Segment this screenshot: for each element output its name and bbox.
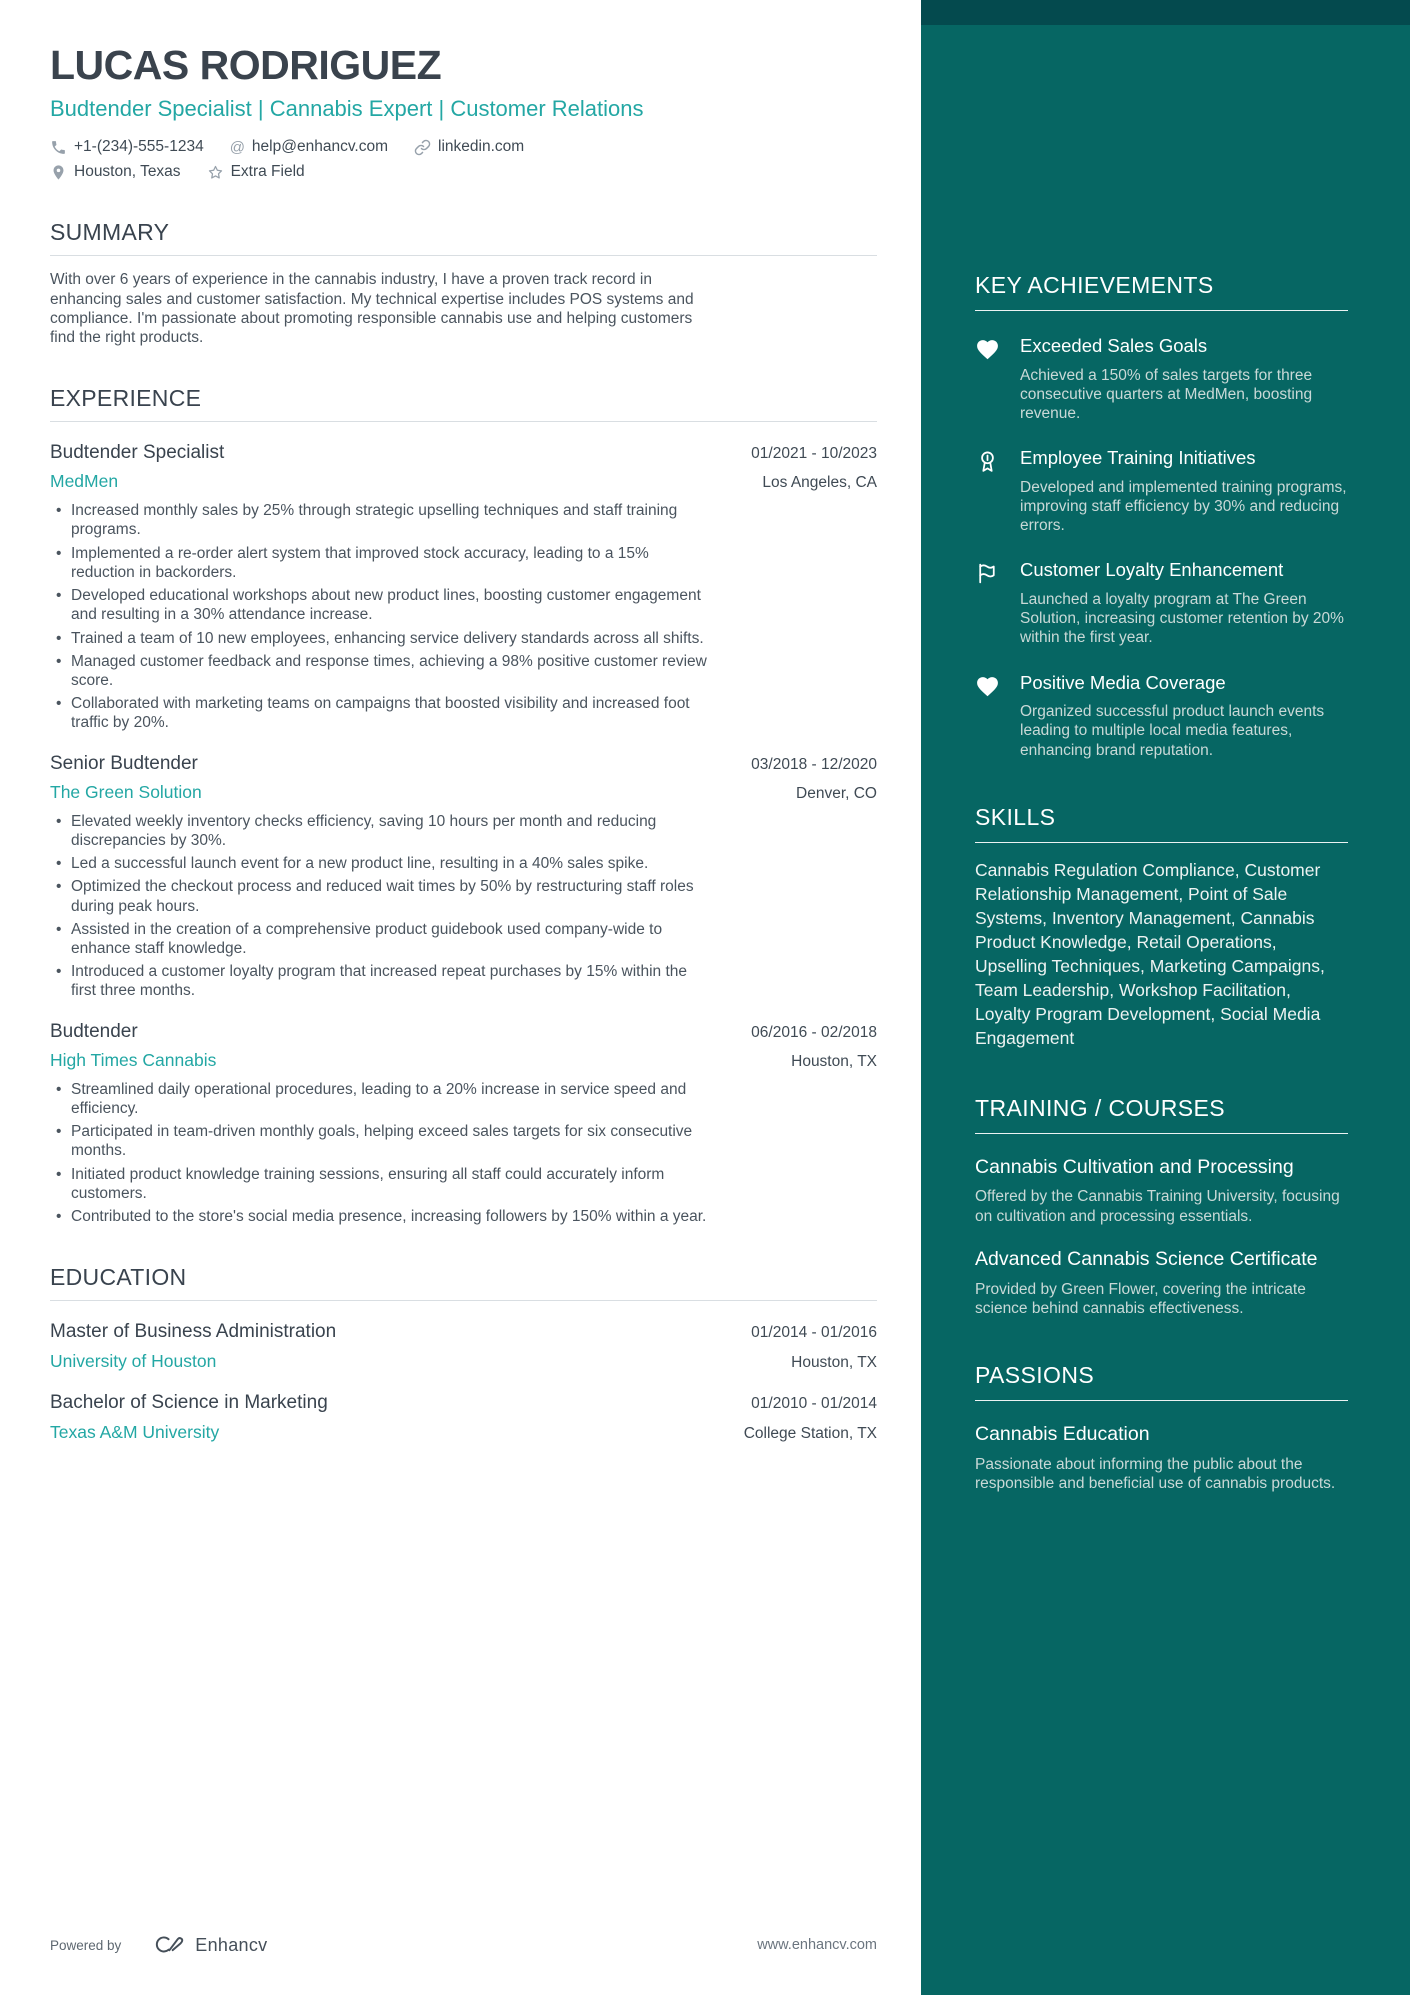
site-url[interactable]: www.enhancv.com: [757, 1937, 877, 1953]
linkedin-contact: [414, 138, 524, 156]
contact-row-2: [50, 163, 877, 181]
education-entry: [50, 1392, 877, 1443]
job-entry: [50, 442, 877, 732]
bullet-item: • Elevated weekly inventory checks efficiency, saving 10 hours per month and reducing discrepancies by 30%.: [50, 812, 710, 850]
sidebar: [921, 0, 1410, 1995]
flag-icon: [975, 559, 1000, 647]
passions-heading: PASSIONS: [975, 1362, 1348, 1401]
bullet-item: • Increased monthly sales by 25% through strategic upselling techniques and staff training programs.: [50, 501, 710, 539]
education-heading: EDUCATION: [50, 1264, 877, 1301]
enhancv-brand: [50, 1933, 267, 1957]
location-contact: [50, 163, 181, 181]
achievement-text: Developed and implemented training programs, improving staff efficiency by 30% and reducing errors.: [1020, 478, 1347, 535]
job-location: Houston, TX: [791, 1052, 877, 1070]
skills-heading: SKILLS: [975, 804, 1348, 843]
education-dates: 01/2010 - 01/2014: [751, 1395, 877, 1413]
bullet-item: • Participated in team-driven monthly goals, helping exceed sales targets for six consecutive months.: [50, 1122, 710, 1160]
job-location: Los Angeles, CA: [762, 474, 877, 492]
job-dates: 03/2018 - 12/2020: [751, 755, 877, 773]
key-achievements-section: [975, 272, 1348, 760]
phone-icon: [50, 139, 67, 156]
achievement-item: [975, 335, 1348, 423]
email-text[interactable]: help@enhancv.com: [251, 138, 389, 156]
linkedin-text[interactable]: linkedin.com: [438, 138, 525, 156]
passion-text: Passionate about informing the public about the responsible and beneficial use of cannabis products.: [975, 1455, 1336, 1493]
job-title: Senior Budtender: [50, 752, 198, 774]
course-entry: [975, 1248, 1348, 1318]
job-location: Denver, CO: [796, 784, 877, 802]
bullet-item: • Optimized the checkout process and reduced wait times by 50% by restructuring staff roles during peak hours.: [50, 877, 710, 915]
achievement-text: Achieved a 150% of sales targets for three consecutive quarters at MedMen, boosting revenue.: [1020, 366, 1313, 422]
resume-header: [50, 42, 877, 181]
job-entry: [50, 1021, 877, 1227]
at-icon: @: [229, 138, 245, 156]
degree-title: Bachelor of Science in Marketing: [50, 1392, 328, 1414]
achievement-title: Employee Training Initiatives: [1020, 447, 1256, 469]
bullet-item: • Led a successful launch event for a new product line, resulting in a 40% sales spike.: [50, 854, 710, 873]
course-text: Provided by Green Flower, covering the intricate science behind cannabis effectiveness.: [975, 1280, 1306, 1317]
page-footer: [50, 1933, 877, 1957]
key-achievements-heading: KEY ACHIEVEMENTS: [975, 272, 1348, 311]
experience-heading: EXPERIENCE: [50, 385, 877, 422]
powered-by-label: Powered by: [50, 1937, 122, 1953]
passion-title: Cannabis Education: [975, 1423, 1150, 1446]
degree-title: Master of Business Administration: [50, 1321, 337, 1343]
training-heading: TRAINING / COURSES: [975, 1095, 1348, 1134]
school-name: University of Houston: [50, 1351, 217, 1372]
bullet-item: • Implemented a re-order alert system that improved stock accuracy, leading to a 15% reduction in backorders.: [50, 544, 710, 582]
achievement-item: [975, 447, 1348, 535]
link-icon: [414, 139, 431, 156]
job-dates: 01/2021 - 10/2023: [751, 445, 877, 463]
bullet-item: • Managed customer feedback and response times, achieving a 98% positive customer review score.: [50, 652, 710, 690]
phone-contact: [50, 138, 204, 156]
bullet-item: • Collaborated with marketing teams on campaigns that boosted visibility and increased foot traffic by 20%.: [50, 694, 710, 732]
company-name: The Green Solution: [50, 781, 202, 802]
bullet-item: • Assisted in the creation of a comprehensive product guidebook used company-wide to enhance staff knowledge.: [50, 920, 710, 958]
course-entry: [975, 1156, 1348, 1226]
passions-section: [975, 1362, 1348, 1493]
summary-heading: SUMMARY: [50, 219, 877, 256]
education-dates: 01/2014 - 01/2016: [751, 1324, 877, 1342]
education-location: Houston, TX: [791, 1354, 877, 1372]
job-bullets: [50, 812, 877, 1001]
location-text: Houston, Texas: [74, 163, 181, 181]
achievement-item: [975, 672, 1348, 760]
school-name: Texas A&M University: [50, 1422, 220, 1443]
job-title: Budtender: [50, 1020, 138, 1042]
passion-entry: [975, 1423, 1348, 1493]
course-title: Cannabis Cultivation and Processing: [975, 1155, 1294, 1178]
contact-row-1: [50, 138, 877, 156]
achievement-title: Exceeded Sales Goals: [1020, 335, 1208, 356]
extra-field-text: Extra Field: [230, 163, 305, 181]
contact-info: [50, 138, 877, 181]
achievement-text: Organized successful product launch events leading to multiple local media features, enhancing brand reputation.: [1020, 703, 1325, 759]
job-headline: Budtender Specialist | Cannabis Expert | Customer Relations: [50, 96, 644, 121]
job-entry: [50, 753, 877, 1001]
enhancv-wordmark[interactable]: Enhancv: [195, 1934, 268, 1955]
location-icon: [50, 164, 67, 181]
heart-icon: [975, 335, 1000, 423]
bullet-item: • Developed educational workshops about new product lines, boosting customer engagement and resulting in a 30% attendance increase.: [50, 586, 710, 624]
page-title: LUCAS RODRIGUEZ: [50, 42, 442, 88]
bullet-item: • Introduced a customer loyalty program that increased repeat purchases by 15% within the first three months.: [50, 962, 710, 1000]
medal-icon: [975, 447, 1000, 535]
job-bullets: [50, 1080, 877, 1227]
bullet-item: • Trained a team of 10 new employees, enhancing service delivery standards across all shifts.: [50, 629, 710, 648]
enhancv-logo-icon: [151, 1933, 187, 1957]
education-section: [50, 1264, 877, 1443]
heart-icon: [975, 672, 1000, 760]
star-icon: [207, 164, 224, 181]
company-name: MedMen: [50, 471, 119, 492]
course-text: Offered by the Cannabis Training University, focusing on cultivation and processing essentials.: [975, 1188, 1340, 1225]
course-title: Advanced Cannabis Science Certificate: [975, 1247, 1318, 1270]
training-section: [975, 1095, 1348, 1319]
email-contact: [230, 138, 388, 156]
skills-list: Cannabis Regulation Compliance, Customer Relationship Management, Point of Sale Systems, Inventory Management, Cannabis Product Knowledge, Retail Operations, Upselling Techniques, Marketing Campaigns, Team Leadership, Workshop Facilitation, Loyalty Program Development, Social Media Engagement: [975, 859, 1325, 1048]
bullet-item: • Streamlined daily operational procedures, leading to a 20% increase in service speed and efficiency.: [50, 1080, 710, 1118]
achievement-title: Positive Media Coverage: [1020, 671, 1226, 693]
experience-section: [50, 385, 877, 1226]
education-entry: [50, 1321, 877, 1372]
job-dates: 06/2016 - 02/2018: [751, 1023, 877, 1041]
company-name: High Times Cannabis: [50, 1049, 217, 1070]
job-bullets: [50, 501, 877, 732]
achievement-title: Customer Loyalty Enhancement: [1020, 559, 1284, 581]
bullet-item: • Initiated product knowledge training sessions, ensuring all staff could accurately inform customers.: [50, 1165, 710, 1203]
summary-section: [50, 219, 877, 347]
summary-text: With over 6 years of experience in the cannabis industry, I have a proven track record in enhancing sales and customer satisfaction. My technical expertise includes POS systems and compliance. I'm passionate about promoting responsible cannabis use and helping customers find the right products.: [50, 271, 694, 347]
job-title: Budtender Specialist: [50, 442, 225, 464]
phone-text[interactable]: +1-(234)-555-1234: [74, 138, 204, 156]
achievement-item: [975, 559, 1348, 647]
extra-field-contact: [207, 163, 305, 181]
education-location: College Station, TX: [743, 1425, 877, 1443]
skills-section: [975, 804, 1348, 1051]
bullet-item: • Contributed to the store's social media presence, increasing followers by 150% within a year.: [50, 1207, 710, 1226]
achievement-text: Launched a loyalty program at The Green Solution, increasing customer retention by 20% within the first year.: [1020, 591, 1344, 647]
